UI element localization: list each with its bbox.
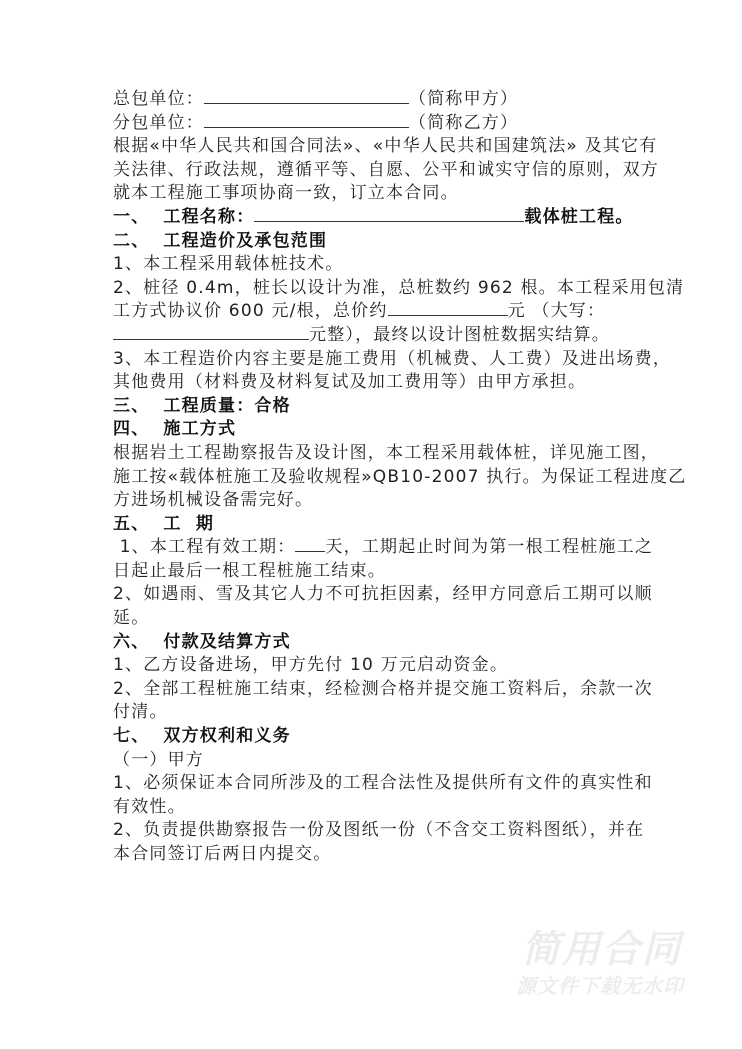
paragraph: 有效性。 <box>113 796 186 817</box>
paragraph: 2、负责提供勘察报告一份及图纸一份（不含交工资料图纸），并在 <box>113 820 645 841</box>
section-title: 施工方式 <box>163 419 237 440</box>
section-number: 四、 <box>113 419 150 440</box>
duration-label: 1、本工程有效工期： <box>113 537 296 558</box>
paragraph: 日起止最后一根工程桩施工结束。 <box>113 560 386 581</box>
price-text: 工方式协议价 600 元/根，总价约 <box>113 301 388 322</box>
paragraph: 方进场机械设备需完好。 <box>113 490 314 511</box>
paragraph: 2、全部工程桩施工结束，经检测合格并提交施工资料后，余款一次 <box>113 678 653 699</box>
project-name-suffix: 载体桩工程。 <box>524 206 634 227</box>
section-title: 工程名称： <box>163 206 255 227</box>
contract-page <box>113 88 687 867</box>
preamble-line: 关法律、行政法规，遵循平等、自愿、公平和诚实守信的原则，双方 <box>113 159 659 180</box>
section-number: 六、 <box>113 631 150 652</box>
paragraph: 根据岩土工程勘察报告及设计图，本工程采用载体桩，详见施工图， <box>113 442 659 463</box>
section-number: 一、 <box>113 206 150 227</box>
paragraph <box>113 300 633 324</box>
price-caps-suffix: 元整），最终以设计图桩数据实结算。 <box>309 324 610 345</box>
paragraph: 本合同签订后两日内提交。 <box>113 844 332 864</box>
total-price-blank[interactable] <box>388 301 508 316</box>
party-b-label: 分包单位： <box>113 112 204 133</box>
party-a-blank[interactable] <box>204 89 409 104</box>
paragraph <box>113 324 633 348</box>
section-3-heading <box>113 395 633 419</box>
section-number: 七、 <box>113 726 150 747</box>
paragraph: 2、桩径 0.4m，桩长以设计为准，总桩数约 962 根。本工程采用包清 <box>113 277 685 298</box>
subsection-heading: （一）甲方 <box>113 749 204 770</box>
party-b-suffix: （简称乙方） <box>409 112 519 133</box>
party-b-line <box>113 112 633 136</box>
section-title: 双方权利和义务 <box>163 726 291 747</box>
party-a-line <box>113 88 633 112</box>
paragraph: 1、必须保证本合同所涉及的工程合法性及提供所有文件的真实性和 <box>113 773 653 794</box>
duration-days-blank[interactable] <box>295 537 325 552</box>
section-5-heading <box>113 513 633 537</box>
section-title: 工程造价及承包范围 <box>163 230 328 251</box>
paragraph: 1、乙方设备进场，甲方先付 10 万元启动资金。 <box>113 655 509 676</box>
section-number: 二、 <box>113 230 150 251</box>
section-1-heading <box>113 206 633 230</box>
section-2-heading <box>113 230 633 254</box>
watermark-tagline: 源文件下载无水印 <box>516 974 684 998</box>
section-4-heading <box>113 418 633 442</box>
paragraph: 付清。 <box>113 702 168 723</box>
section-7-heading <box>113 725 633 749</box>
preamble-line: 根据«中华人民共和国合同法»、«中华人民共和国建筑法» 及其它有 <box>113 136 658 157</box>
section-6-heading <box>113 631 633 655</box>
price-caps-blank[interactable] <box>113 325 309 340</box>
paragraph: 施工按«载体桩施工及验收规程»QB10-2007 执行。为保证工程进度乙 <box>113 466 687 487</box>
party-a-suffix: （简称甲方） <box>409 89 519 109</box>
paragraph: 3、本工程造价内容主要是施工费用（机械费、人工费）及进出场费， <box>113 348 672 369</box>
section-number: 五、 <box>113 513 150 534</box>
duration-text: 天，工期起止时间为第一根工程桩施工之 <box>325 537 654 558</box>
paragraph: 延。 <box>113 608 150 629</box>
paragraph <box>113 536 654 560</box>
price-caps-label: 元 （大写： <box>507 301 606 322</box>
project-name-blank[interactable] <box>254 207 524 222</box>
section-title: 工 期 <box>163 513 215 534</box>
paragraph: 1、本工程采用载体桩技术。 <box>113 254 344 275</box>
section-title: 付款及结算方式 <box>163 631 291 652</box>
paragraph: 2、如遇雨、雪及其它人力不可抗拒因素，经甲方同意后工期可以顺 <box>113 584 653 605</box>
party-a-label: 总包单位： <box>113 89 204 109</box>
party-b-blank[interactable] <box>204 113 409 128</box>
section-number: 三、 <box>113 395 150 416</box>
preamble-line: 就本工程施工事项协商一致，订立本合同。 <box>113 183 459 204</box>
section-title: 工程质量：合格 <box>163 395 291 416</box>
watermark-logo: 简用合同 <box>521 927 682 971</box>
paragraph: 其他费用（材料费及材料复试及加工费用等）由甲方承担。 <box>113 372 587 393</box>
